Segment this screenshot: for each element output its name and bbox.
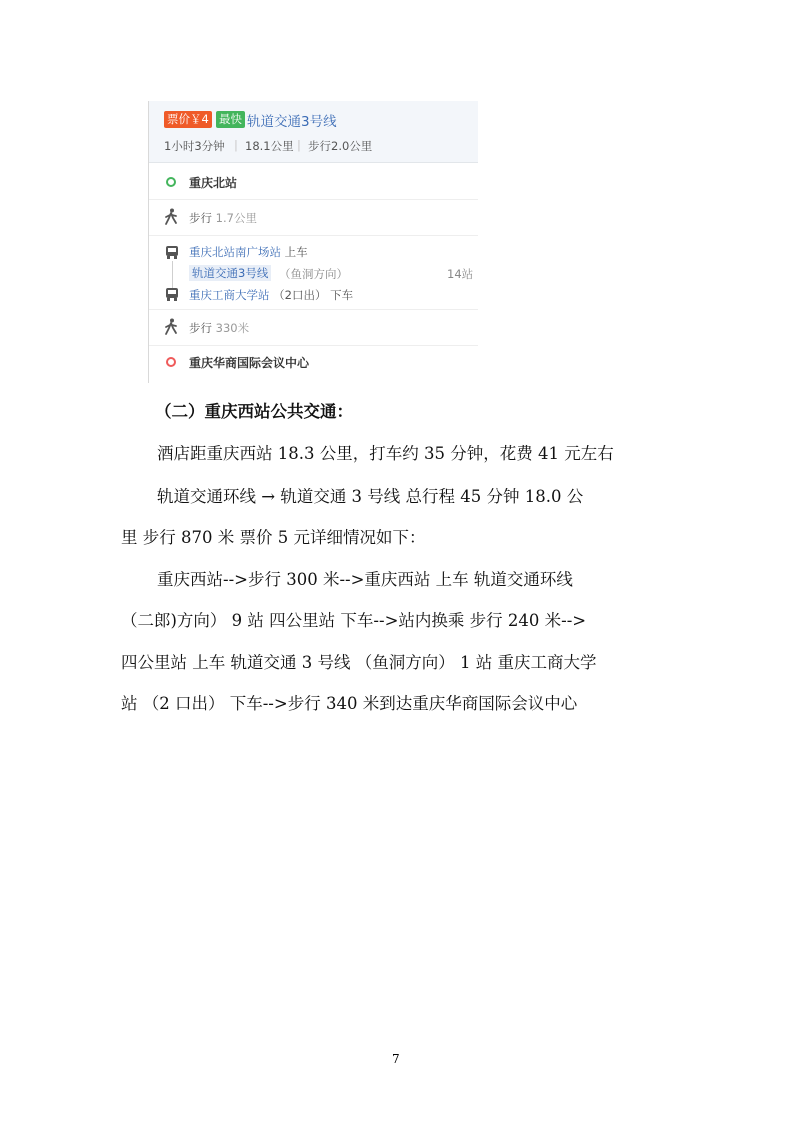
page-number: 7 (392, 1052, 400, 1066)
section-heading: （二）重庆西站公共交通： (155, 402, 353, 421)
walk-distance: 1.7公里 (215, 211, 257, 225)
paragraph-route-summary-line-2: 里 步行 870 米 票价 5 元详细情况如下： (121, 528, 426, 547)
stop-count: 14站 (447, 267, 474, 281)
paragraph-route-detail-line-3: 四公里站 上车 轨道交通 3 号线 （鱼洞方向） 1 站 重庆工商大学 (121, 653, 597, 672)
paragraph-route-detail-line-1: 重庆西站-->步行 300 米-->重庆西站 上车 轨道交通环线 (157, 570, 573, 589)
origin-station: 重庆北站 (189, 176, 238, 190)
alight-step (189, 287, 353, 303)
summary-separator: | (234, 138, 238, 152)
green-circle-icon (166, 177, 176, 187)
route-header[interactable] (149, 101, 478, 163)
walk-distance: 330米 (215, 321, 250, 335)
paragraph-route-detail-line-4: 站 （2 口出） 下车-->步行 340 米到达重庆华商国际会议中心 (121, 694, 578, 713)
walk-step-1 (189, 210, 257, 226)
step-walk-2 (149, 310, 478, 346)
fastest-badge: 最快 (216, 111, 245, 128)
alight-station[interactable]: 重庆工商大学站 (189, 288, 270, 302)
paragraph-route-summary-line-1: 轨道交通环线 → 轨道交通 3 号线 总行程 45 分钟 18.0 公 (157, 487, 584, 506)
paragraph-taxi: 酒店距重庆西站 18.3 公里，打车约 35 分钟，花费 41 元左右 (157, 444, 614, 463)
walk-label: 步行 (189, 321, 212, 335)
alight-action: 下车 (330, 288, 354, 302)
step-origin (149, 163, 478, 200)
red-circle-icon (166, 357, 176, 367)
transit-connector-line (172, 261, 173, 289)
summary-separator: | (297, 138, 301, 152)
step-walk-1 (149, 200, 478, 236)
alight-exit: （2口出） (273, 288, 327, 302)
line-chip[interactable]: 轨道交通3号线 (189, 265, 271, 281)
route-card (148, 101, 478, 383)
price-badge: 票价￥4 (164, 111, 212, 128)
route-duration: 1小时3分钟 (164, 139, 225, 153)
board-action: 上车 (284, 245, 308, 259)
board-step (189, 244, 308, 260)
route-line-title[interactable]: 轨道交通3号线 (247, 114, 337, 130)
route-walk-distance: 步行2.0公里 (308, 139, 373, 153)
pedestrian-icon (163, 318, 179, 340)
step-destination (149, 346, 478, 382)
line-direction: （鱼洞方向） (279, 267, 348, 281)
board-station[interactable]: 重庆北站南广场站 (189, 245, 281, 259)
bus-icon (165, 287, 179, 306)
walk-step-2 (189, 320, 249, 336)
route-distance: 18.1公里 (245, 139, 294, 153)
walk-label: 步行 (189, 211, 212, 225)
destination-station: 重庆华商国际会议中心 (189, 356, 310, 370)
paragraph-route-detail-line-2: （二郎)方向） 9 站 四公里站 下车-->站内换乘 步行 240 米--> (121, 611, 587, 630)
pedestrian-icon (163, 208, 179, 230)
